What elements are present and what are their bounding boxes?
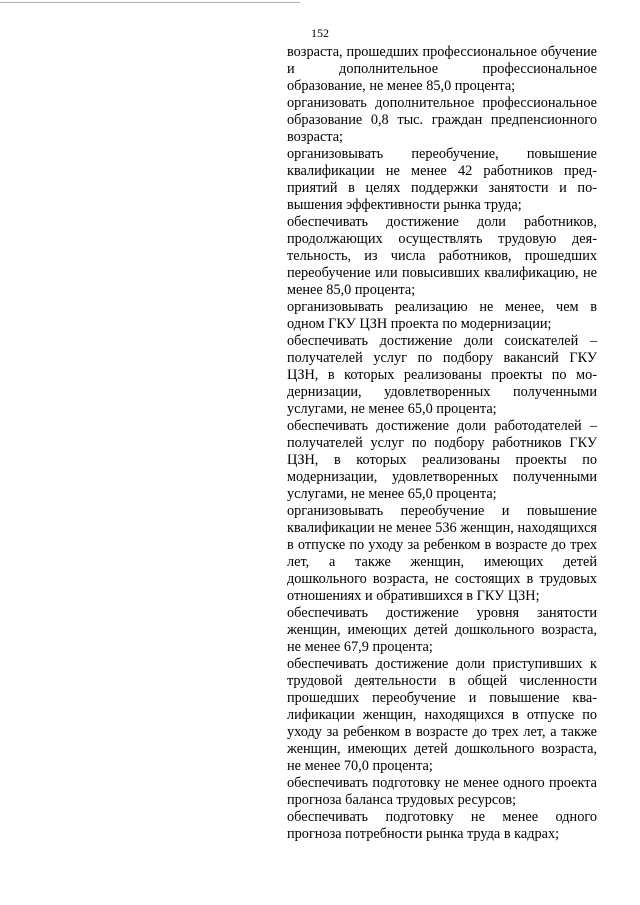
page-number: 152 — [311, 26, 329, 40]
paragraph: возраста, прошедших профессиональное обучение и дополнительное профессиональное образование, не менее 85,0 процента; — [287, 44, 597, 94]
paragraph: организовывать переобучение и повышение квалификации не менее 536 женщин, находящихся в отпуске по уходу за ребенком в возрасте до трех лет, а также женщин, имеющих детей дошкольного возраста, не состоящих в трудовых отношениях и обратившихся в ГКУ ЦЗН; — [287, 503, 597, 604]
paragraph: обеспечивать достижение доли работодателей – получателей услуг по подбору работников ГКУ ЦЗН, в которых реализованы проекты по модернизации, удовлетворенных полученными услугами, не менее 65,0 процента; — [287, 418, 597, 502]
paragraph: обеспечивать достижение доли приступивших к трудовой деятельности в общей численности прошедших переобучение и повышение квалификации женщин, находящихся в отпуске по уходу за ребенком в возрасте до трех лет, а также женщин, имеющих детей дошкольного возраста, не менее 70,0 процента; — [287, 656, 597, 774]
paragraph: обеспечивать подготовку не менее одного проекта прогноза баланса трудовых ресурсов; — [287, 775, 597, 808]
paragraph: организовывать переобучение, повышение квалификации не менее 42 работников предприятий в целях поддержки занятости и повышения эффективности рынка труда; — [287, 146, 597, 213]
document-body — [287, 44, 597, 843]
paragraph: обеспечивать подготовку не менее одного прогноза потребности рынка труда в кадрах; — [287, 809, 597, 842]
paragraph: обеспечивать достижение доли соискателей – получателей услуг по подбору вакансий ГКУ ЦЗН, в которых реализованы проекты по модернизации, удовлетворенных полученными услугами, не менее 65,0 процента; — [287, 333, 597, 417]
paragraph: организовать дополнительное профессиональное образование 0,8 тыс. граждан предпенсионного возраста; — [287, 95, 597, 145]
paragraph: обеспечивать достижение доли работников, продолжающих осуществлять трудовую деятельность, из числа работников, прошедших переобучение или повысивших квалификацию, не менее 85,0 процента; — [287, 214, 597, 298]
paragraph: обеспечивать достижение уровня занятости женщин, имеющих детей дошкольного возраста, не менее 67,9 процента; — [287, 605, 597, 655]
paragraph: организовывать реализацию не менее, чем в одном ГКУ ЦЗН проекта по модернизации; — [287, 299, 597, 332]
top-rule — [0, 2, 300, 3]
